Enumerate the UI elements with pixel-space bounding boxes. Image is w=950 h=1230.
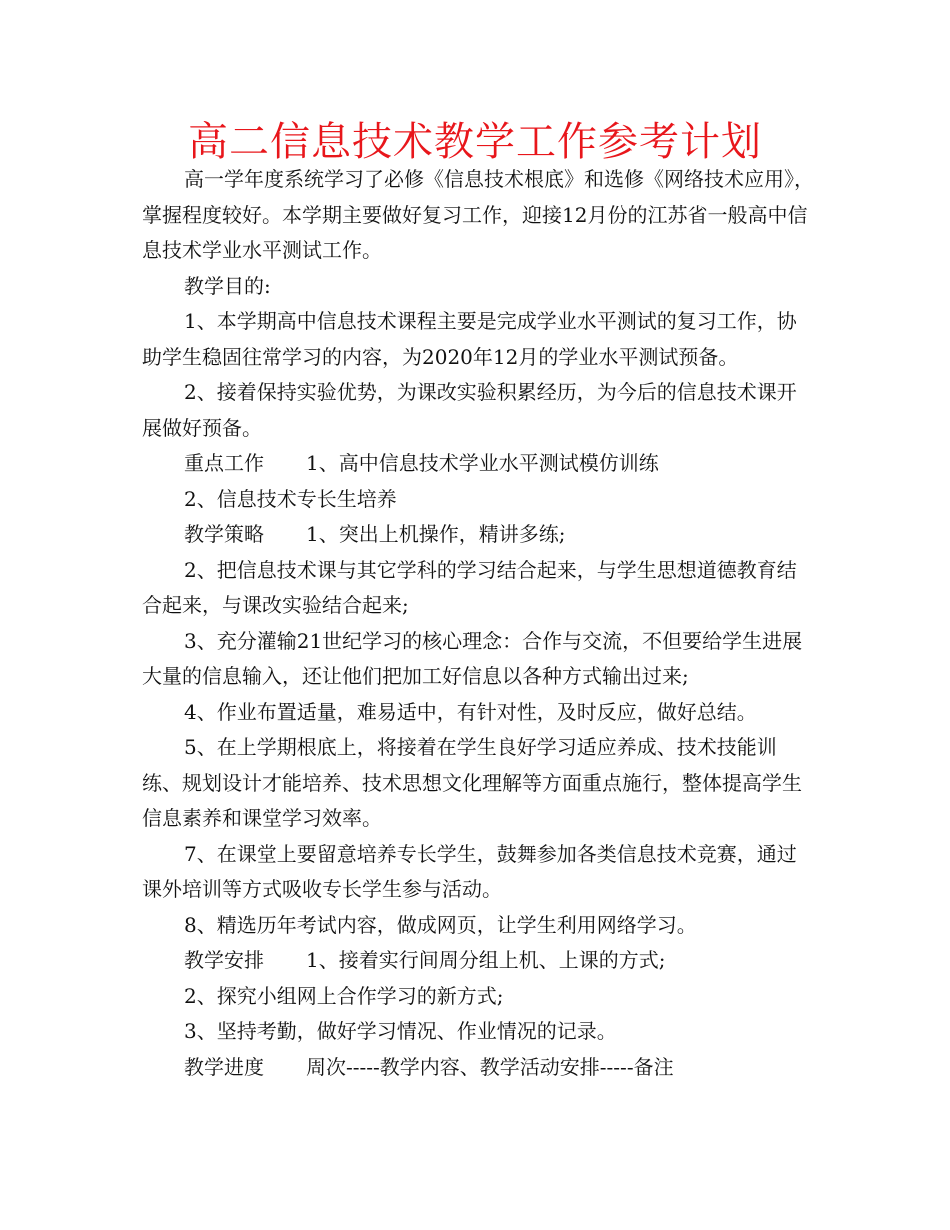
arrangement-item [142,979,814,1015]
paragraph-text: 5、在上学期根底上，将接着在学生良好学习适应养成、技术技能训练、规划设计才能培养、技术思想文化理解等方面重点施行，整体提高学生信息素养和课堂学习效率。 [142,735,802,830]
arrangement-paragraph [142,943,814,979]
strategy-paragraph [142,517,814,553]
paragraph-text: 周次-----教学内容、教学活动安排-----备注 [306,1054,674,1079]
paragraph-text: 3、充分灌输21世纪学习的核心理念：合作与交流，不但要给学生进展大量的信息输入，还让他们把加工好信息以各种方式输出过来; [142,628,803,688]
document-title: 高二信息技术教学工作参考计划 [188,119,762,165]
section-label: 教学安排 [184,948,264,972]
paragraph-text: 教学目的: [184,273,271,298]
paragraph-text: 1、高中信息技术学业水平测试模仿训练 [306,451,659,475]
intro-paragraph [142,162,814,269]
paragraph-text: 2、接着保持实验优势，为课改实验积累经历，为今后的信息技术课开展做好预备。 [142,380,797,440]
strategy-item [142,624,814,695]
key-work-paragraph [142,446,814,482]
section-label: 重点工作 [184,451,264,475]
paragraph-text: 7、在课堂上要留意培养专长学生，鼓舞参加各类信息技术竞赛，通过课外培训等方式吸收专长学生参与活动。 [142,841,797,901]
strategy-item [142,837,814,908]
paragraph-text: 2、把信息技术课与其它学科的学习结合起来，与学生思想道德教育结合起来，与课改实验结合起来; [142,557,797,617]
goal-item [142,375,814,446]
section-heading-goals [142,269,814,305]
strategy-item [142,908,814,944]
strategy-item [142,695,814,731]
paragraph-text: 1、本学期高中信息技术课程主要是完成学业水平测试的复习工作，协助学生稳固往常学习的内容，为2020年12月的学业水平测试预备。 [142,309,797,369]
paragraph-text: 8、精选历年考试内容，做成网页，让学生利用网络学习。 [184,912,697,937]
section-label: 教学策略 [184,522,264,546]
key-work-item [142,482,814,518]
paragraph-text: 2、信息技术专长生培养 [184,486,397,511]
arrangement-item [142,1014,814,1050]
strategy-item [142,553,814,624]
paragraph-text: 4、作业布置适量，难易适中，有针对性，及时反应，做好总结。 [184,699,757,724]
paragraph-text: 1、突出上机操作，精讲多练; [306,522,566,546]
paragraph-text: 高一学年度系统学习了必修《信息技术根底》和选修《网络技术应用》，掌握程度较好。本学期主要做好复习工作，迎接12月份的江苏省一般高中信息技术学业水平测试工作。 [142,167,814,262]
section-label: 教学进度 [184,1054,264,1079]
paragraph-text: 2、探究小组网上合作学习的新方式; [184,983,504,1008]
goal-item [142,304,814,375]
paragraph-text: 1、接着实行间周分组上机、上课的方式; [306,948,666,972]
progress-paragraph [142,1050,814,1086]
paragraph-text: 3、坚持考勤，做好学习情况、作业情况的记录。 [184,1019,617,1043]
document-body [142,162,814,1085]
strategy-item [142,730,814,837]
